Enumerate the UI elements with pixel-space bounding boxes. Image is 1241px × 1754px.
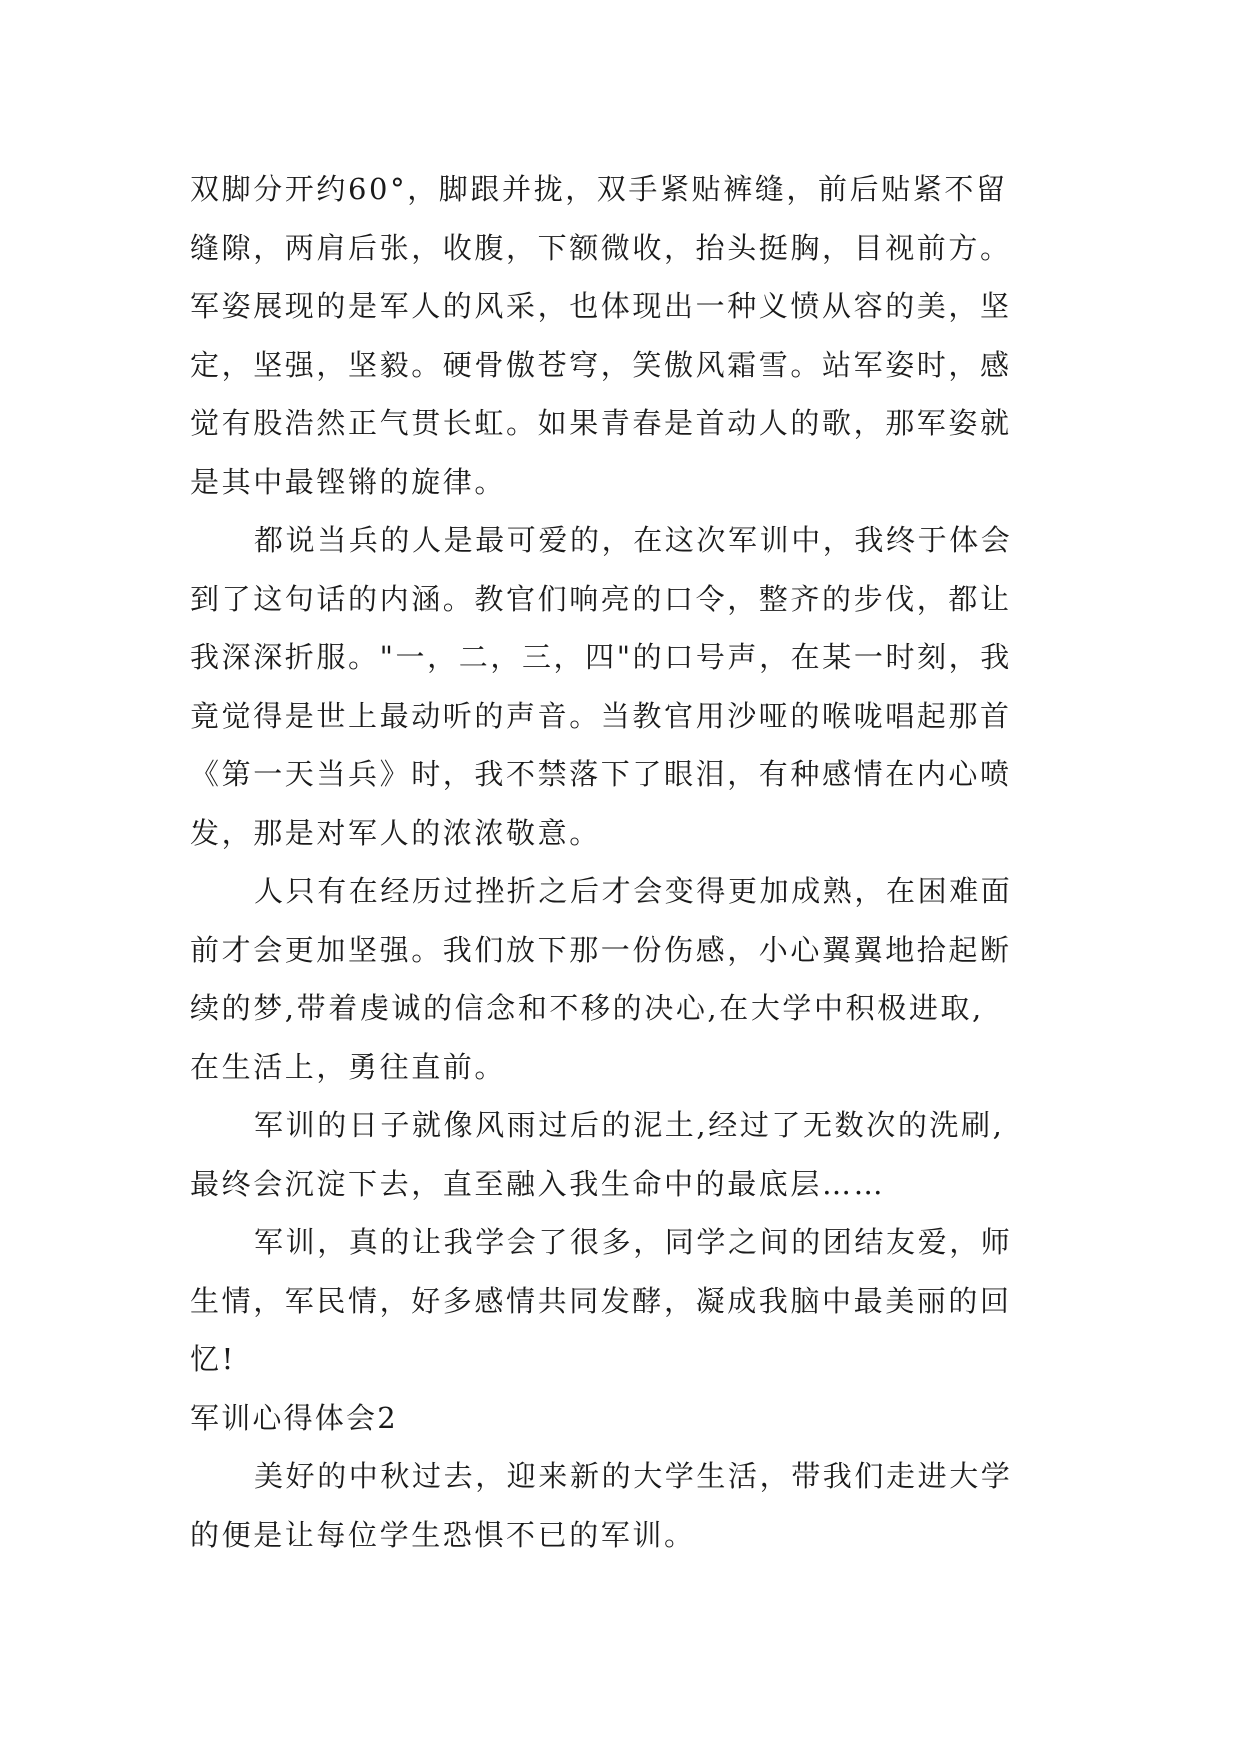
paragraph-start-line: 人只有在经历过挫折之后才会变得更加成熟，在困难面: [254, 874, 1013, 908]
text-line: 发，那是对军人的浓浓敬意。: [190, 815, 601, 850]
paragraph-start-line: 军训的日子就像风雨过后的泥土,经过了无数次的洗刷,: [254, 1108, 1005, 1142]
section-heading: 军训心得体会2: [190, 1400, 398, 1435]
text-line: 最终会沉淀下去，直至融入我生命中的最底层……: [190, 1166, 886, 1201]
text-line: 军姿展现的是军人的风采，也体现出一种义愤从容的美，坚: [190, 289, 1012, 323]
text-line: 在生活上，勇往直前。: [190, 1049, 507, 1084]
text-line: 竟觉得是世上最动听的声音。当教官用沙哑的喉咙唱起那首: [190, 698, 1012, 733]
text-line: 是其中最铿锵的旋律。: [190, 464, 507, 499]
paragraph-start-line: 美好的中秋过去，迎来新的大学生活，带我们走进大学: [254, 1459, 1013, 1493]
text-line: 续的梦,带着虔诚的信念和不移的决心,在大学中积极进取,: [190, 991, 984, 1025]
text-line: 觉有股浩然正气贯长虹。如果青春是首动人的歌，那军姿就: [190, 406, 1012, 440]
text-line: 定，坚强，坚毅。硬骨傲苍穹，笑傲风霜雪。站军姿时，感: [190, 347, 1012, 382]
text-line: 的便是让每位学生恐惧不已的军训。: [190, 1517, 696, 1552]
text-line: 《第一天当兵》时，我不禁落下了眼泪，有种感情在内心喷: [190, 757, 1012, 791]
paragraph-start-line: 都说当兵的人是最可爱的，在这次军训中，我终于体会: [254, 523, 1013, 557]
document-page: [190, 160, 1050, 1564]
text-line: 缝隙，两肩后张，收腹，下额微收，抬头挺胸，目视前方。: [190, 230, 1012, 265]
text-line: 我深深折服。"一，二，三，四"的口号声，在某一时刻，我: [190, 640, 1012, 674]
paragraph-start-line: 军训，真的让我学会了很多，同学之间的团结友爱，师: [254, 1225, 1013, 1259]
text-line: 前才会更加坚强。我们放下那一份伤感，小心翼翼地拾起断: [190, 932, 1012, 967]
text-line: 到了这句话的内涵。教官们响亮的口令，整齐的步伐，都让: [190, 581, 1012, 616]
text-line: 忆!: [190, 1342, 236, 1376]
text-line: 生情，军民情，好多感情共同发酵，凝成我脑中最美丽的回: [190, 1283, 1012, 1318]
text-line: 双脚分开约60°，脚跟并拢，双手紧贴裤缝，前后贴紧不留: [190, 172, 1008, 206]
